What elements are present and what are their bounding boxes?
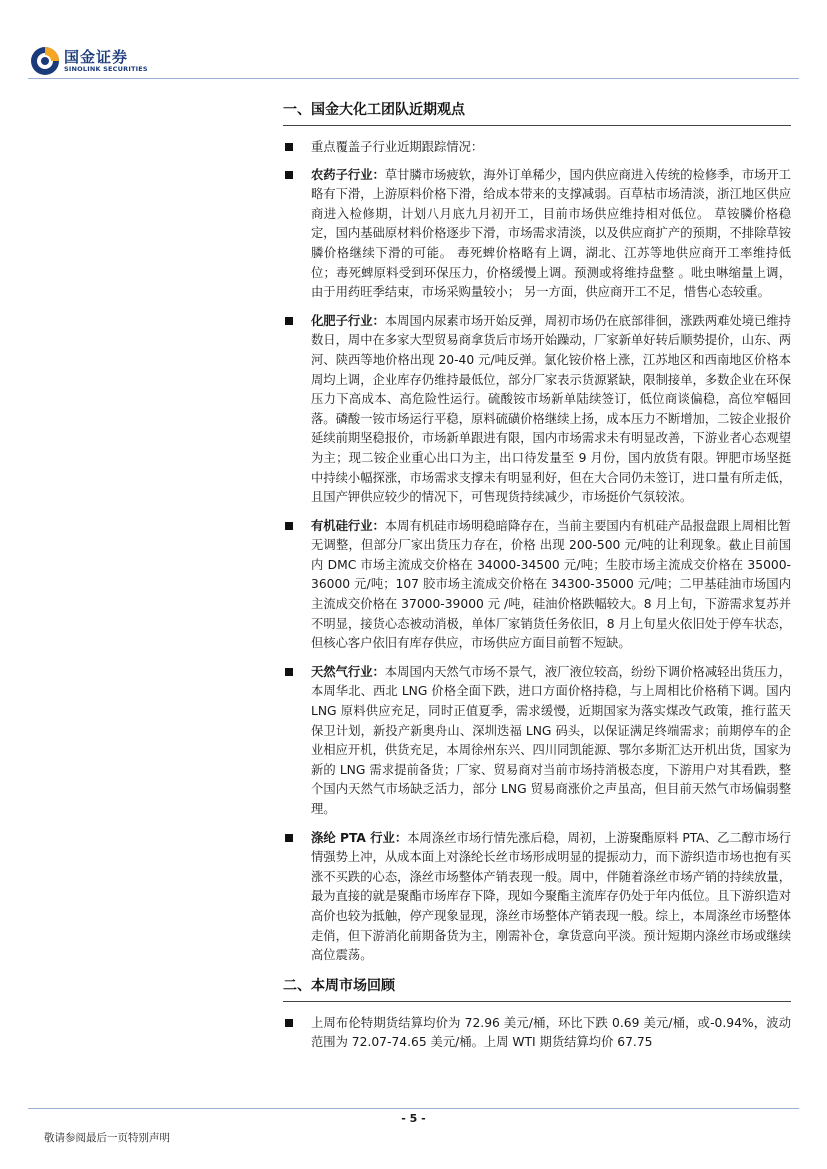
square-bullet-icon bbox=[285, 317, 293, 325]
page-number: - 5 - bbox=[401, 1112, 426, 1125]
section-title-2: 二、本周市场回顾 bbox=[283, 975, 791, 1002]
item-oil-review bbox=[283, 1014, 791, 1053]
item-label: 涤纶 PTA 行业： bbox=[311, 830, 408, 845]
square-bullet-icon bbox=[285, 834, 293, 842]
section-intro bbox=[283, 138, 791, 158]
item-text: 本周国内尿素市场开始反弹，周初市场仍在底部徘徊，涨跌两难处境已维持数日，周中在多家大型贸易商拿货后市场开始躁动，厂家新单好转后顺势提价，山东、两河、陕西等地价格出现 20-40 元/吨反弹。氯化铵价格上涨，江苏地区和西南地区价格本周均上调，企业库存仍维持最低位，部分厂家表示货源紧缺，限制接单，多数企业在环保压力下高成本、高危险性运行。硫酸铵市场新单陆续签订，低位商谈偏稳，高位窄幅回落。磷酸一铵市场运行平稳，原料硫磺价格继续上扬，成本压力不断增加，二铵企业报价延续前期坚稳报价，市场新单跟进有限，国内市场需求未有明显改善，下游业者心态观望为主；现二铵企业重心出口为主，出口待发量至 9 月份，国内放货有限。钾肥市场坚挺中持续小幅探涨，市场需求支撑未有明显利好，但在大合同仍未签订，进口量有所走低，且国产钾供应较少的情况下，可售现货持续减少，市场挺价气氛较浓。 bbox=[311, 313, 791, 505]
item-label: 农药子行业： bbox=[311, 167, 385, 182]
item-fertilizer bbox=[283, 312, 791, 508]
item-polyester-pta bbox=[283, 829, 791, 966]
item-text: 本周有机硅市场明稳暗降存在，当前主要国内有机硅产品报盘跟上周相比暂无调整，但部分厂家出货压力存在，价格 出现 200-500 元/吨的让利现象。截止目前国内 DMC 市场主流成交价格在 34000-34500 元/吨；生胶市场主流成交价格在 35000-36000 元/吨；107 胶市场主流成交价格在 34300-35000 元/吨；二甲基硅油市场国内主流成交价格在 37000-39000 元 /吨，硅油价格跌幅较大。8 月上旬，下游需求复苏并不明显，接货心态被动消极，单体厂家销货任务依旧，8 月上旬星火依旧处于停车状态，但核心客户依旧有库存供应，市场供应方面目前暂不短缺。 bbox=[311, 518, 791, 651]
logo-chinese-name: 国金证券 bbox=[64, 48, 129, 66]
square-bullet-icon bbox=[285, 171, 293, 179]
intro-text: 重点覆盖子行业近期跟踪情况： bbox=[311, 140, 484, 154]
item-text: 本周国内天然气市场不景气，液厂液位较高，纷纷下调价格减轻出货压力，本周华北、西北 LNG 价格全面下跌，进口方面价格持稳，与上周相比价格稍下调。国内 LNG 原料供应充足，同时正值夏季，需求缓慢，近期国家为落实煤改气政策，推行蓝天保卫计划，新投产新奥舟山、深圳迭福 LNG 码头，以保证满足终端需求；前期停车的企业相应开机，供货充足，本周徐州东兴、四川同凯能源、鄂尔多斯汇达开机出货，国家为新的 LNG 需求提前备货；厂家、贸易商对当前市场持消极态度，下游用户对其看跌，整个国内天然气市场缺乏活力，部分 LNG 贸易商涨价之声虽高，但目前天然气市场偏弱整理。 bbox=[311, 664, 791, 816]
item-pesticide bbox=[283, 166, 791, 303]
footer-divider bbox=[28, 1108, 799, 1109]
sinolink-logo-icon bbox=[30, 46, 60, 76]
item-label: 有机硅行业： bbox=[311, 518, 385, 533]
company-logo bbox=[30, 44, 170, 76]
item-text: 上周布伦特期货结算均价为 72.96 美元/桶，环比下跌 0.69 美元/桶，或-0.94%，波动范围为 72.07-74.65 美元/桶。上周 WTI 期货结算均价 67.75 bbox=[311, 1015, 791, 1050]
item-natural-gas bbox=[283, 663, 791, 820]
item-label: 化肥子行业： bbox=[311, 313, 385, 328]
square-bullet-icon bbox=[285, 143, 293, 151]
footer-disclaimer: 敬请参阅最后一页特别声明 bbox=[44, 1132, 170, 1144]
item-silicone bbox=[283, 517, 791, 654]
square-bullet-icon bbox=[285, 668, 293, 676]
section-title-1: 一、国金大化工团队近期观点 bbox=[283, 99, 791, 126]
square-bullet-icon bbox=[285, 522, 293, 530]
logo-english-name: SINOLINK SECURITIES bbox=[64, 65, 148, 73]
item-text: 本周涤丝市场行情先涨后稳，周初，上游聚酯原料 PTA、乙二醇市场行情强势上冲，从成本面上对涤纶长丝市场形成明显的提振动力，而下游织造市场也抱有买涨不买跌的心态，涤丝市场整体产销表现一般。周中，伴随着涤丝市场产销的持续放量，最为直接的就是聚酯市场库存下降，现如今聚酯主流库存仍处于年内低位。且下游织造对高价也较为抵触，停产现象显现，涤丝市场整体产销表现一般。综上，本周涤丝市场整体走俏，但下游消化前期备货为主，刚需补仓，拿货意向平淡。预计短期内涤丝市场或继续高位震荡。 bbox=[311, 830, 791, 963]
item-label: 天然气行业： bbox=[311, 664, 385, 679]
report-body bbox=[283, 96, 791, 1062]
header-divider bbox=[28, 78, 799, 79]
item-text: 草甘膦市场疲软，海外订单稀少，国内供应商进入传统的检修季，市场开工略有下滑，上游原料价格下滑，给成本带来的支撑减弱。百草枯市场清淡，浙江地区供应商进入检修期，计划八月底九月初开工，目前市场供应维持相对低位。 草铵膦价格稳定，国内基础原材料价格逐步下滑，市场需求清淡，以及供应商扩产的预期，不排除草铵膦价格继续下滑的可能。 毒死蜱价格略有上调，湖北、江苏等地供应商开工率维持低位；毒死蜱原料受到环保压力，价格缓慢上调。预测或将维持盘整 。吡虫啉缩量上调，由于用药旺季结束，市场采购量较小； 另一方面，供应商开工不足，惜售心态较重。 bbox=[311, 167, 791, 300]
square-bullet-icon bbox=[285, 1019, 293, 1027]
